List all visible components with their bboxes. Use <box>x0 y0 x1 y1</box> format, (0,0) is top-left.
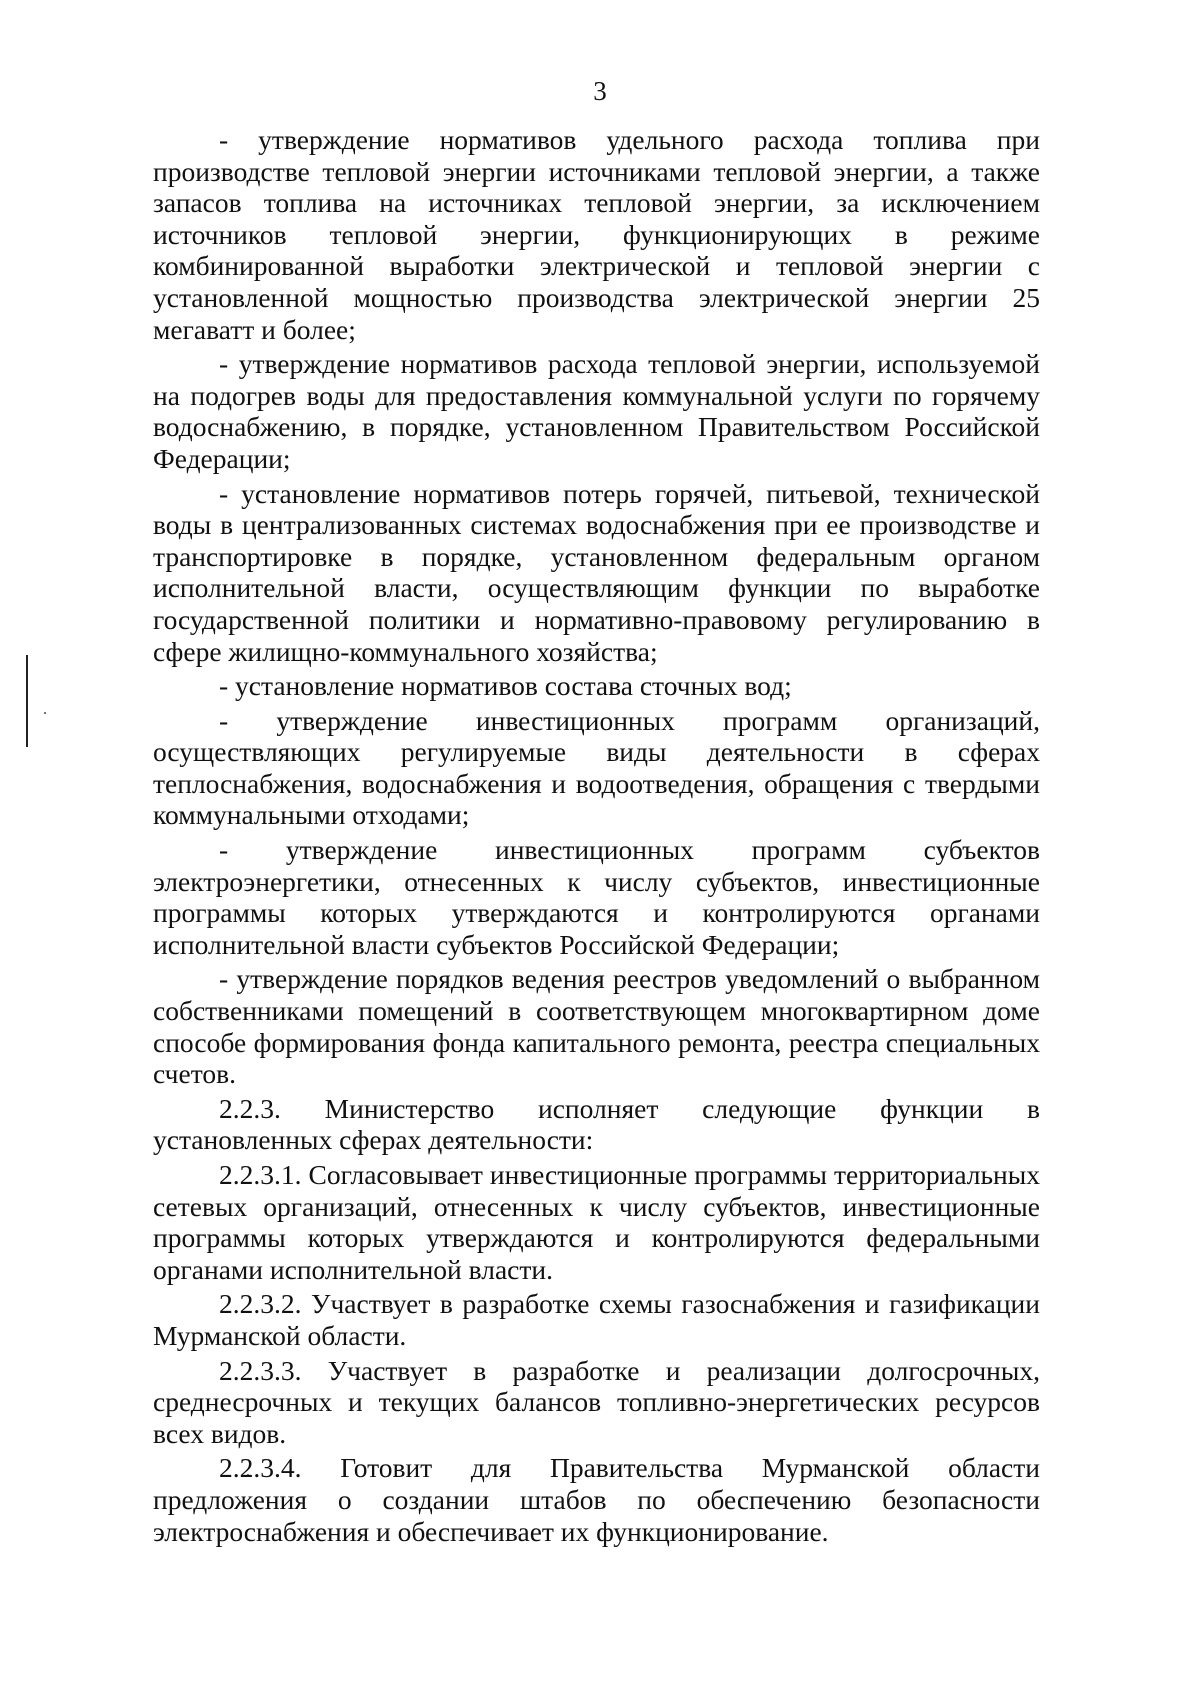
paragraph: 2.2.3.4. Готовит для Правительства Мурманской области предложения о создании штабов по обеспечению безопасности электроснабжения и обеспечивает их функционирование. <box>153 1452 1040 1547</box>
paragraph: 2.2.3. Министерство исполняет следующие функции в установленных сферах деятельности: <box>153 1092 1040 1156</box>
paragraph: - утверждение нормативов удельного расхода топлива при производстве тепловой энергии источниками тепловой энергии, а также запасов топлива на источниках тепловой энергии, за исключением источников тепловой энергии, функционирующих в режиме комбинированной выработки электрической и тепловой энергии с установленной мощностью производства электрической энергии 25 мегаватт и более; <box>153 124 1040 345</box>
document-body <box>153 124 1040 1547</box>
paragraph: - установление нормативов потерь горячей, питьевой, технической воды в централизованных системах водоснабжения при ее производстве и транспортировке в порядке, установленном федеральным органом исполнительной власти, осуществляющим функции по выработке государственной политики и нормативно-правовому регулированию в сфере жилищно-коммунального хозяйства; <box>153 477 1040 667</box>
paragraph: - утверждение порядков ведения реестров уведомлений о выбранном собственниками помещений в соответствующем многоквартирном доме способе формирования фонда капитального ремонта, реестра специальных счетов. <box>153 963 1040 1090</box>
paragraph: 2.2.3.3. Участвует в разработке и реализации долгосрочных, среднесрочных и текущих балансов топливно-энергетических ресурсов всех видов. <box>153 1354 1040 1449</box>
paragraph: - утверждение инвестиционных программ организаций, осуществляющих регулируемые виды деятельности в сферах теплоснабжения, водоснабжения и водоотведения, обращения с твердыми коммунальными отходами; <box>153 704 1040 831</box>
margin-mark <box>26 655 28 747</box>
paragraph: 2.2.3.2. Участвует в разработке схемы газоснабжения и газификации Мурманской области. <box>153 1288 1040 1351</box>
paragraph: - утверждение нормативов расхода тепловой энергии, используемой на подогрев воды для предоставления коммунальной услуги по горячему водоснабжению, в порядке, установленном Правительством Российской Федерации; <box>153 348 1040 474</box>
paragraph: - утверждение инвестиционных программ субъектов электроэнергетики, отнесенных к числу субъектов, инвестиционные программы которых утверждаются и контролируются органами исполнительной власти субъектов Российской Федерации; <box>153 834 1040 960</box>
paragraph: 2.2.3.1. Согласовывает инвестиционные программы территориальных сетевых организаций, отнесенных к числу субъектов, инвестиционные программы которых утверждаются и контролируются федеральными органами исполнительной власти. <box>153 1159 1040 1285</box>
page-number: 3 <box>593 76 607 106</box>
paragraph: - установление нормативов состава сточных вод; <box>219 670 792 702</box>
scan-speck <box>44 712 46 714</box>
